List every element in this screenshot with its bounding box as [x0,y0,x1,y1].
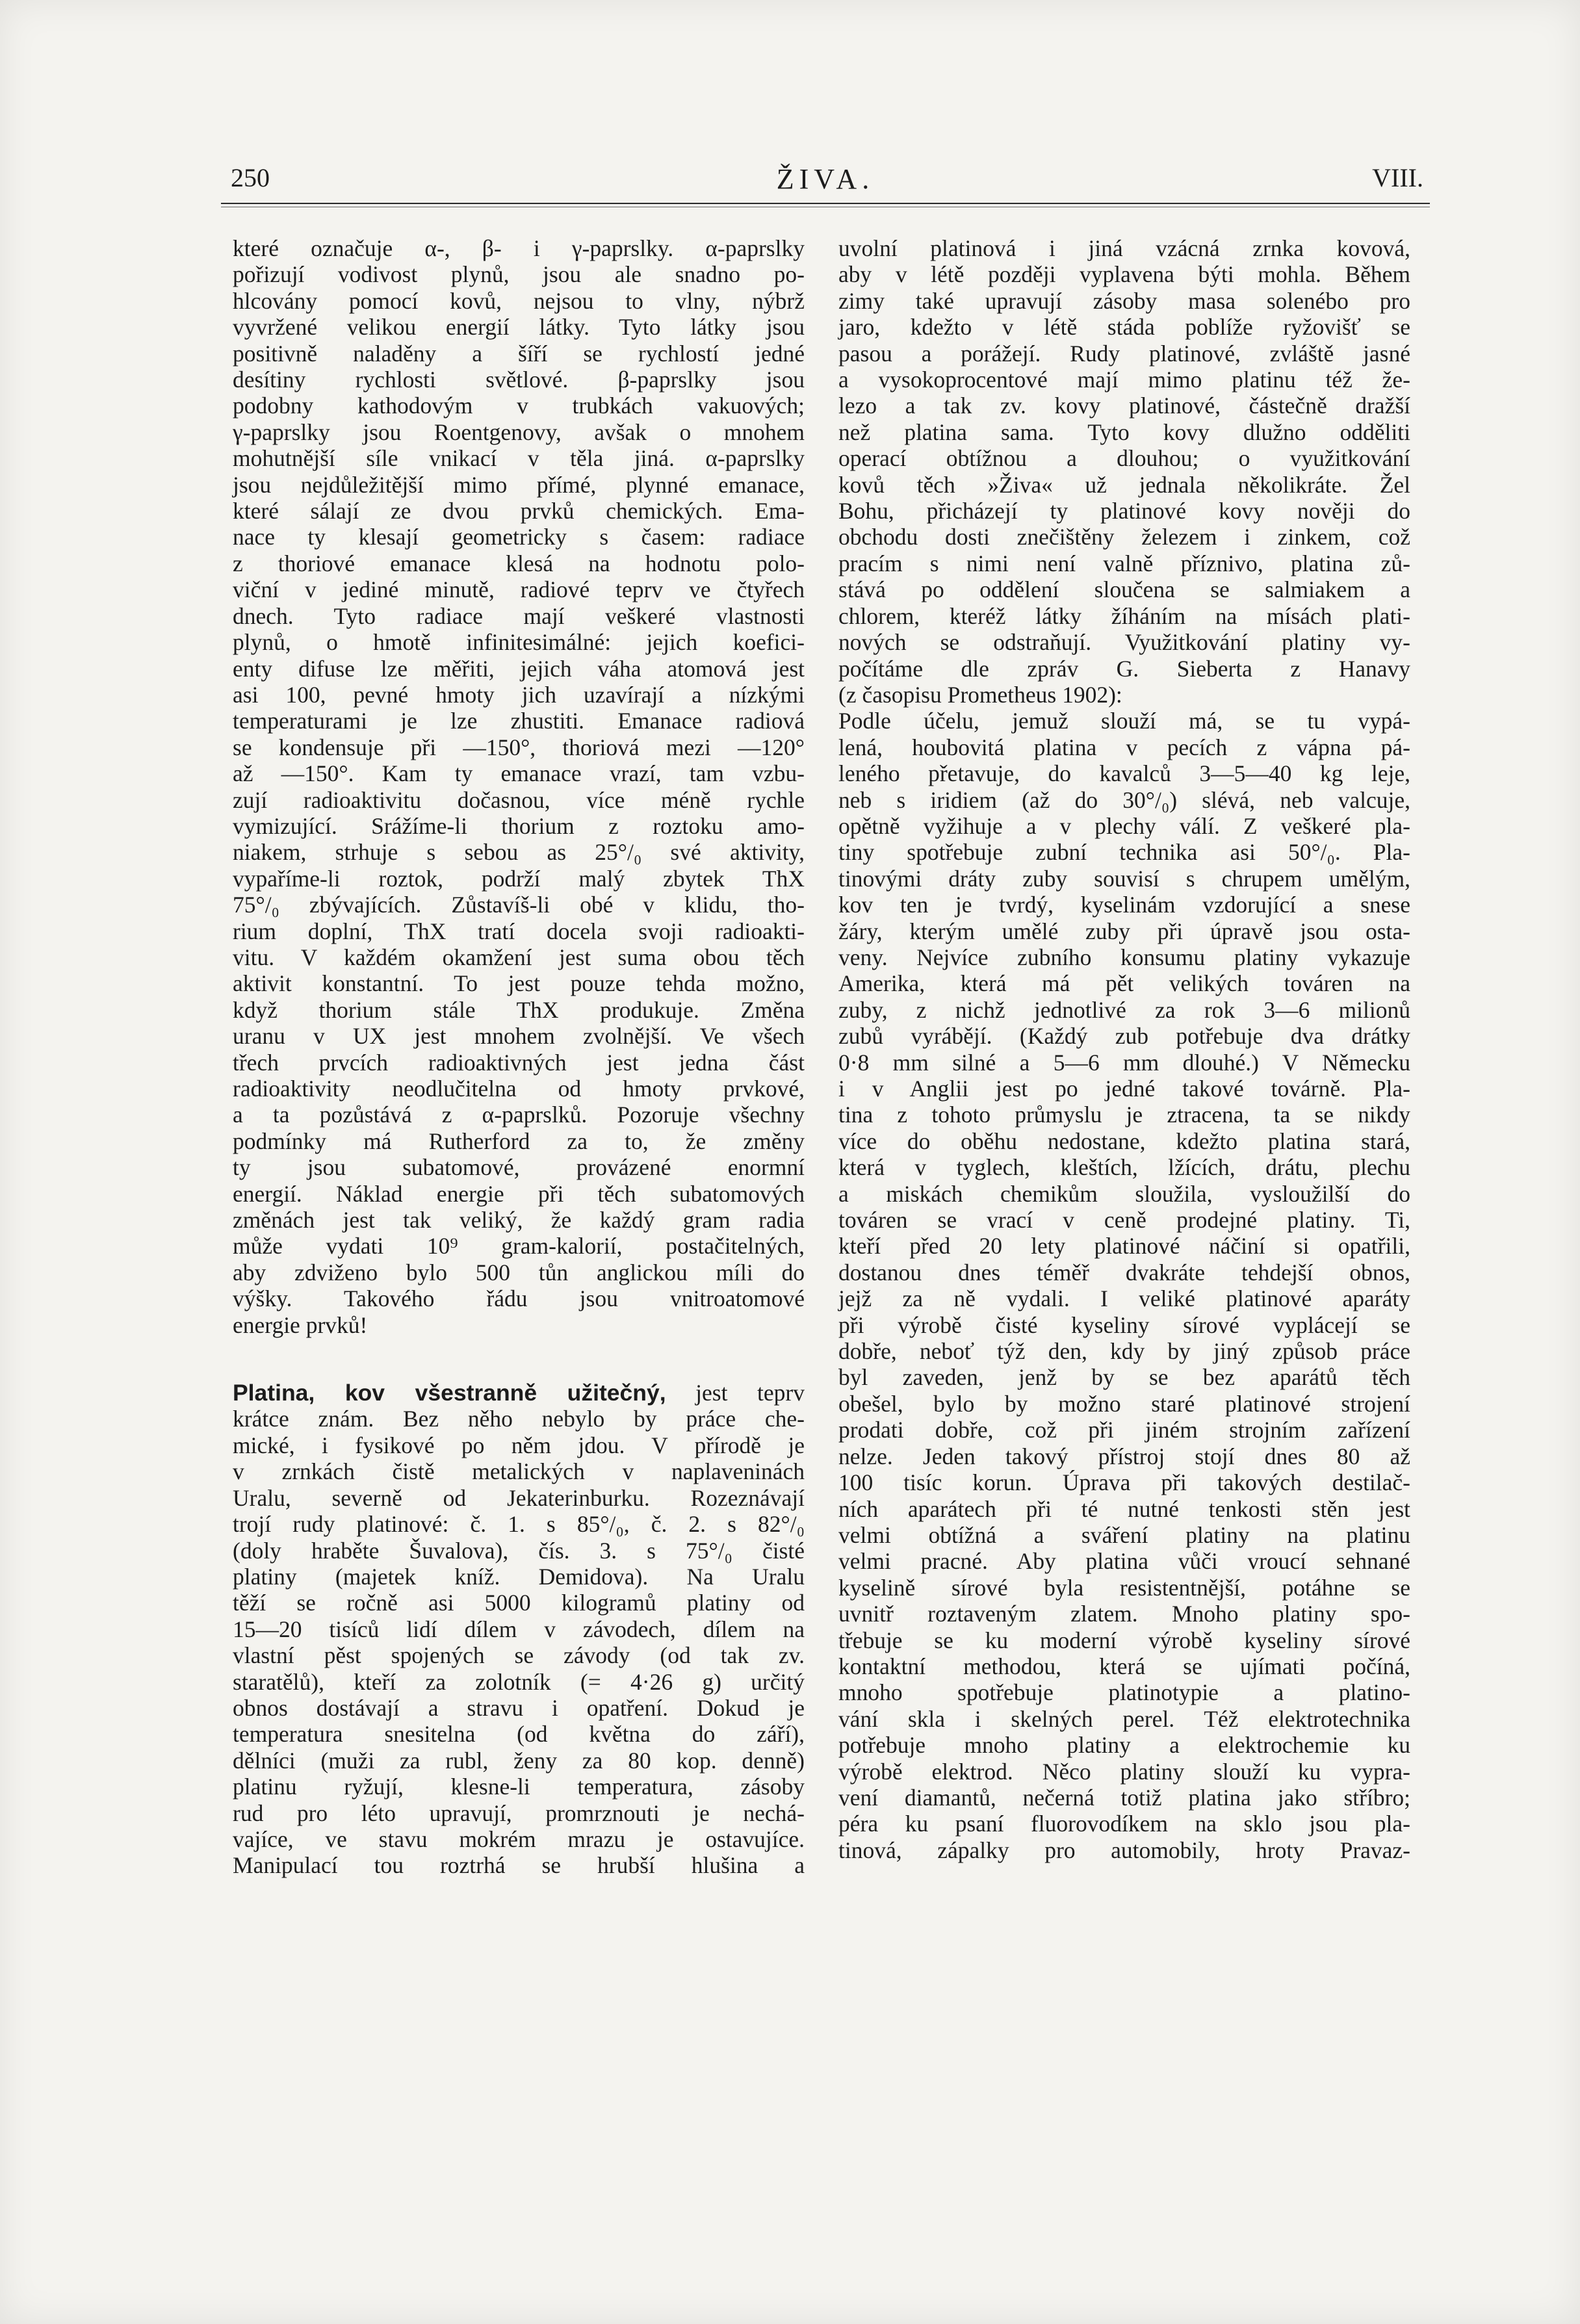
text-line: obnos dostávají a stravu i opatření. Dokud je [233,1694,805,1721]
text-line: se kondensuje při —150°, thoriová mezi —120° [233,734,805,760]
text-line: pasou a porážejí. Rudy platinové, zvláště jasné [838,340,1410,367]
text-line: hlcovány pomocí kovů, nejsou to vlny, nýbrž [233,287,805,314]
text-line: pořizují vodivost plynů, jsou ale snadno po- [233,261,805,288]
text-line: velmi obtížná a sváření platiny na platinu [838,1521,1410,1548]
text-line: chlorem, kteréž látky žíháním na mísách plati- [838,602,1410,629]
text-line: žáry, kterým umělé zuby při úpravě jsou osta- [838,918,1410,944]
text-line: i v Anglii jest po jedné takové továrně. Pla- [838,1076,1410,1102]
text-line: může vydati 10⁹ gram-kalorií, postačitelných, [233,1233,805,1259]
volume-number: VIII. [1372,163,1423,192]
text-line: pracím s nimi není valně příznivo, platina zů- [838,550,1410,576]
text-line: 100 tisíc korun. Úprava při takových destilač- [838,1469,1410,1496]
text-line: v zrnkách čistě metalických v naplaveninách [233,1458,805,1485]
text-line: nace ty klesají geometricky s časem: radiace [233,524,805,550]
text-line: výrobě elektrod. Něco platiny slouží ku vypra- [838,1758,1410,1785]
text-line: radioaktivity neodlučitelna od hmoty prvkové, [233,1076,805,1102]
section-heading-line [233,1380,805,1406]
text-line: γ-paprslky jsou Roentgenovy, avšak o mnohem [233,419,805,445]
text-line: tina z tohoto průmyslu je ztracena, ta se nikdy [838,1102,1410,1128]
text-line: mnoho spotřebuje platinotypie a platino- [838,1679,1410,1706]
text-line: 75°/₀ zbývajících. Zůstavíš-li obé v klidu, tho- [233,892,805,918]
paragraph-gap [233,1338,805,1380]
text-line: vání skla i skelných perel. Též elektrotechnika [838,1705,1410,1732]
text-line: zují radioaktivitu dočasnou, více méně rychle [233,786,805,813]
text-line: velmi pracné. Aby platina vůči vroucí sehnané [838,1548,1410,1575]
text-line: vitu. V každém okamžení jest suma obou těch [233,944,805,970]
text-line: rium doplní, ThX tratí docela svoji radioakti- [233,918,805,944]
text-line: platinu ryžují, klesne-li temperatura, zásoby [233,1774,805,1800]
text-line: zubů vyrábějí. (Každý zub potřebuje dva drátky [838,1023,1410,1050]
right-column [838,235,1410,1863]
text-line: uranu v UX jest mnohem zvolnější. Ve všech [233,1023,805,1050]
text-line: při výrobě čisté kyseliny sírové vyplácejí se [838,1311,1410,1338]
text-line: aby zdviženo bylo 500 tůn anglickou míli do [233,1259,805,1285]
text-line: tinová, zápalky pro automobily, hroty Pravaz- [838,1837,1410,1863]
text-line: obešel, bylo by možno staré platinové strojení [838,1390,1410,1417]
text-line: které označuje α-, β- i γ-paprslky. α-paprslky [233,235,805,261]
text-line: obchodu dosti znečištěny železem i zinkem, což [838,524,1410,550]
text-line: staratělů), kteří za zolotník (= 4·26 g) určitý [233,1668,805,1695]
text-line: než platina sama. Tyto kovy dlužno odděliti [838,419,1410,445]
text-line: neb s iridiem (až do 30°/₀) slévá, neb valcuje, [838,786,1410,813]
text-line: továren se vrací v ceně prodejné platiny. Ti, [838,1207,1410,1233]
text-line: Uralu, severně od Jekaterinburku. Rozeznávají [233,1484,805,1511]
text-line: zuby, z nichž jednotlivé za rok 3—6 milionů [838,996,1410,1023]
text-line: dobře, neboť týž den, kdy by jiný způsob práce [838,1338,1410,1365]
text-line: když thorium stále ThX produkuje. Změna [233,996,805,1023]
text-line: trojí rudy platinové: č. 1. s 85°/₀, č. 2. s 82°/₀ [233,1511,805,1538]
text-line: desítiny rychlosti světlové. β-paprslky jsou [233,367,805,393]
text-line: třebuje se ku moderní výrobě kyseliny sírové [838,1627,1410,1653]
text-line: zimy také upravují zásoby masa solenébo pro [838,287,1410,314]
text-line: více do oběhu nedostane, kdežto platina stará, [838,1128,1410,1154]
page-header [221,162,1430,201]
text-line: energie prvků! [233,1311,368,1338]
text-line: potřebuje mnoho platiny a elektrochemie ku [838,1732,1410,1759]
heading-tail-text: jest teprv [666,1380,805,1406]
text-line: výšky. Takového řádu jsou vnitroatomové [233,1285,805,1312]
text-line: dostanou dnes téměř dvakráte tehdejší obnos, [838,1259,1410,1285]
text-line: ních aparátech při té nutné tenkosti stěn jest [838,1495,1410,1522]
text-line: vajíce, ve stavu mokrém mrazu je ostavujíce. [233,1826,805,1852]
text-line: vení diamantů, nečerná totiž platina jako stříbro; [838,1784,1410,1811]
text-line: temperaturami je lze zhustiti. Emanace radiová [233,708,805,734]
text-line: tinovými dráty zuby souvisí s chrupem umělým, [838,865,1410,892]
text-line: energií. Náklad energie při těch subatomových [233,1180,805,1207]
text-line: viční v jediné minutě, radiové teprv ve čtyřech [233,576,805,603]
text-line: která v tyglech, kleštích, lžících, drátu, plechu [838,1154,1410,1181]
text-line: nelze. Jeden takový přístroj stojí dnes 80 až [838,1443,1410,1469]
text-line: podobny kathodovým v trubkách vakuových; [233,393,805,419]
text-line: třech prvcích radioaktivných jest jedna část [233,1049,805,1076]
text-line: dělníci (muži za rubl, ženy za 80 kop. denně) [233,1747,805,1774]
text-line: 0·8 mm silné a 5—6 mm dlouhé.) V Německu [838,1049,1410,1076]
page-number: 250 [231,163,270,192]
text-line: opětně vyžihuje a v plechy válí. Z veškeré pla- [838,812,1410,839]
text-line: lená, houbovitá platina v pecích z vápna pá- [838,734,1410,760]
text-line: uvolní platinová i jiná vzácná zrnka kovová, [838,235,1410,261]
text-line: Podle účelu, jemuž slouží má, se tu vypá- [838,708,1410,734]
text-line: počítáme dle zpráv G. Sieberta z Hanavy [838,655,1410,682]
text-line: vyvržené velikou energií látky. Tyto látky jsou [233,314,805,341]
text-line: krátce znám. Bez něho nebylo by práce che- [233,1406,805,1432]
text-line: změnách jest tak veliký, že každý gram radia [233,1207,805,1233]
left-column [233,235,805,1879]
text-line: vlastní pěst spojených se závody (od tak zv. [233,1642,805,1669]
text-line: (doly hraběte Šuvalova), čís. 3. s 75°/₀ čisté [233,1537,805,1564]
text-line: které sálají ze dvou prvků chemických. Ema- [233,498,805,524]
text-line: asi 100, pevné hmoty jich uzavírají a nízkými [233,681,805,708]
text-line: Bohu, přicházejí ty platinové kovy nověji do [838,498,1410,524]
text-line: byl zaveden, jenž by se bez aparátů těch [838,1364,1410,1391]
text-line: vypaříme-li roztok, podrží malý zbytek ThX [233,865,805,892]
text-line: mické, i fysikové po něm jdou. V přírodě je [233,1432,805,1458]
text-line: kyselině sírové byla resistentnější, potáhne se [838,1574,1410,1601]
text-line: až —150°. Kam ty emanace vrazí, tam vzbu- [233,760,805,787]
text-line: jaro, kdežto v létě stáda poblíže ryžovišť se [838,314,1410,341]
text-line: Manipulací tou roztrhá se hrubší hlušina a [233,1852,805,1879]
journal-title: ŽIVA. [776,163,875,195]
text-line: kov ten je tvrdý, kyselinám vzdorující a snese [838,892,1410,918]
text-line: péra ku psaní fluorovodíkem na sklo jsou pla- [838,1811,1410,1837]
text-line: a vysokoprocentové mají mimo platinu též že- [838,367,1410,393]
text-line: lezo a tak zv. kovy platinové, částečně dražší [838,393,1410,419]
text-line: z thoriové emanace klesá na hodnotu polo- [233,550,805,576]
text-line: kontaktní methodou, která se ujímati počíná, [838,1653,1410,1679]
text-line: stává po oddělení sloučena se salmiakem a [838,576,1410,603]
text-line: Amerika, která má pět velikých továren na [838,970,1410,997]
text-line: prodati dobře, což při jiném strojním zařízení [838,1417,1410,1443]
header-rule [221,203,1430,204]
text-line: vymizující. Srážíme-li thorium z roztoku amo- [233,812,805,839]
text-line: platiny (majetek kníž. Demidova). Na Uralu [233,1563,805,1590]
text-line: positivně naladěny a šíří se rychlostí jedné [233,340,805,367]
text-line: podmínky má Rutherford za to, že změny [233,1128,805,1154]
text-line: aby v létě později vyplavena býti mohla. Během [838,261,1410,288]
text-line: ty jsou subatomové, provázené enormní [233,1154,805,1181]
text-line: těží se ročně asi 5000 kilogramů platiny od [233,1590,805,1616]
text-line: mohutnější síle vnikací v těla jiná. α-paprslky [233,445,805,472]
text-line: 15—20 tisíců lidí dílem v závodech, dílem na [233,1616,805,1642]
text-line: kovů těch »Živa« už jednala několikráte. Žel [838,471,1410,498]
section-heading: Platina, kov všestranně užitečný, [233,1380,666,1406]
text-line: aktivit konstantní. To jest pouze tehda možno, [233,970,805,997]
text-line: plynů, o hmotě infinitesimálné: jejich koefici- [233,629,805,656]
text-line: kteří před 20 lety platinové náčiní si opatřili, [838,1233,1410,1259]
text-line: rud pro léto upravují, promrznouti je nechá- [233,1800,805,1826]
text-line: dnech. Tyto radiace mají veškeré vlastnosti [233,602,805,629]
text-line: a miskách chemikům sloužila, vysloužilší do [838,1180,1410,1207]
text-line: jejž za ně vydali. I veliké platinové aparáty [838,1285,1410,1312]
text-line: (z časopisu Prometheus 1902): [838,681,1122,708]
text-line: tiny spotřebuje zubní technika asi 50°/₀. Pla- [838,839,1410,866]
text-line: uvnitř roztaveným zlatem. Mnoho platiny spo- [838,1601,1410,1627]
text-line: temperatura snesitelna (od května do září), [233,1721,805,1748]
text-line: veny. Nejvíce zubního konsumu platiny vykazuje [838,944,1410,970]
text-line: leného přetavuje, do kavalců 3—5—40 kg leje, [838,760,1410,787]
text-line: niakem, strhuje s sebou as 25°/₀ své aktivity, [233,839,805,866]
text-line: operací obtížnou a dlouhou; o využitkování [838,445,1410,472]
text-line: a ta pozůstává z α-paprslků. Pozoruje všechny [233,1102,805,1128]
text-line: jsou nejdůležitější mimo přímé, plynné emanace, [233,471,805,498]
text-line: nových se odstraňují. Využitkování platiny vy- [838,629,1410,656]
text-line: enty difuse lze měřiti, jejich váha atomová jest [233,655,805,682]
